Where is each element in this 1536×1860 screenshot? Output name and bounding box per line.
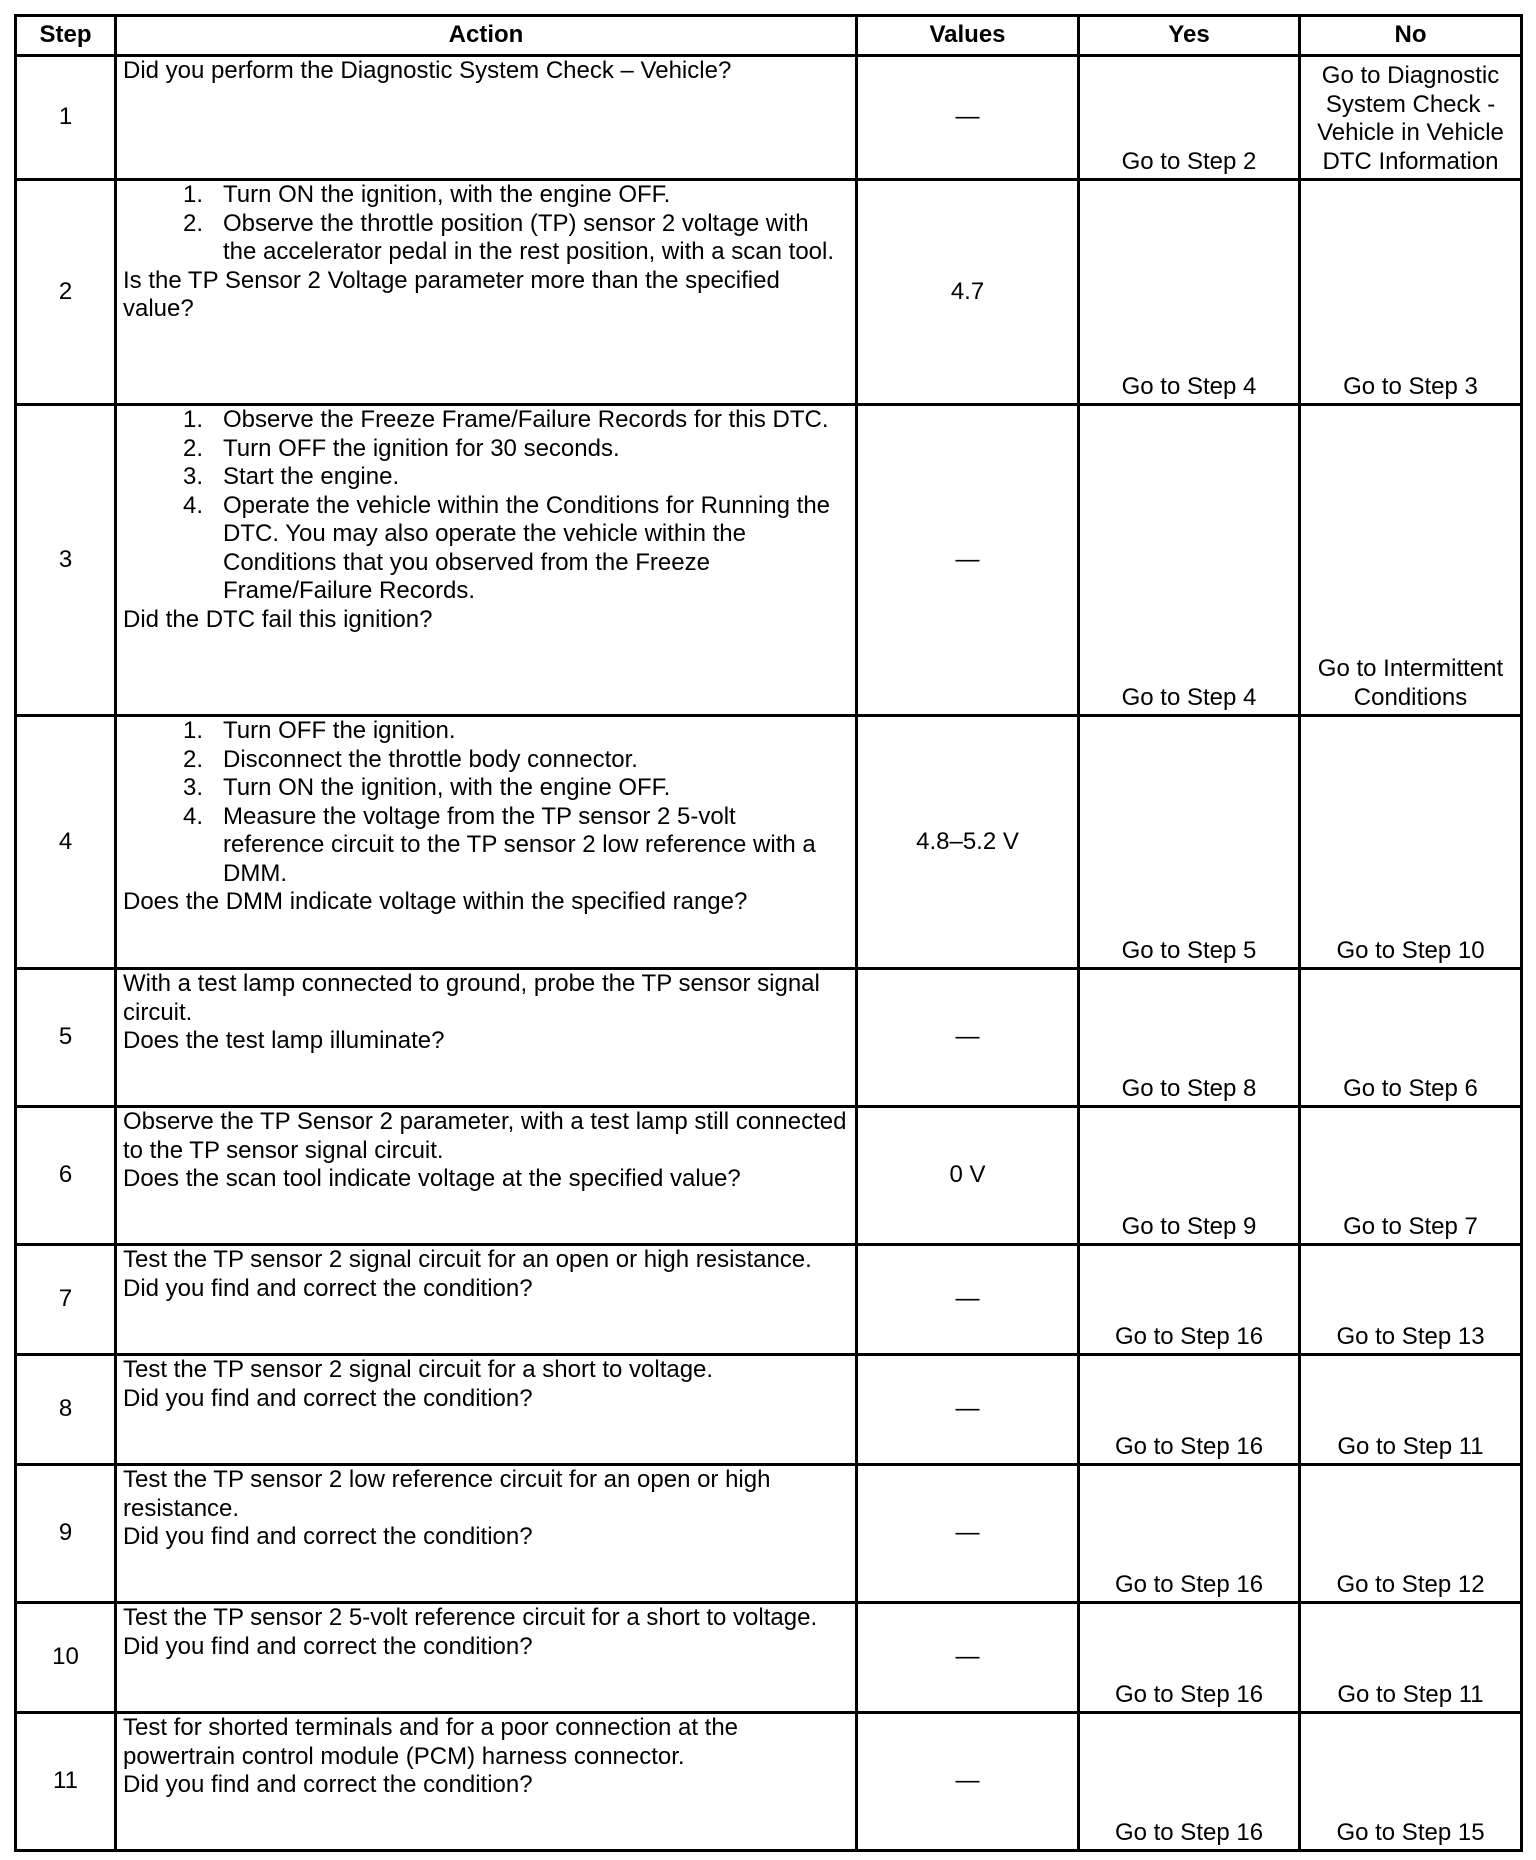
action-text: With a test lamp connected to ground, probe the TP sensor signal circuit. [123,970,820,1026]
action-text: Test the TP sensor 2 low reference circuit for an open or high resistance. [123,1466,771,1522]
yes-cell: Go to Step 8 [1080,970,1301,1108]
header-action: Action [117,17,858,57]
table-row [17,717,1523,970]
action-question: Did you find and correct the condition? [123,1523,533,1550]
no-cell: Go to Step 12 [1301,1466,1523,1604]
value-cell: — [858,970,1080,1108]
action-cell [117,181,858,406]
table-row [17,1356,1523,1466]
value-cell: — [858,1714,1080,1852]
action-cell [117,970,858,1108]
no-cell: Go to Step 3 [1301,181,1523,406]
table-row [17,1246,1523,1356]
action-cell [117,1246,858,1356]
value-cell: — [858,57,1080,181]
action-steps [123,717,851,888]
yes-cell: Go to Step 2 [1080,57,1301,181]
list-item: 3. Turn ON the ignition, with the engine OFF. [183,774,671,801]
step-number: 11 [17,1714,117,1852]
value-cell: 4.8–5.2 V [858,717,1080,970]
yes-cell: Go to Step 16 [1080,1714,1301,1852]
yes-cell: Go to Step 5 [1080,717,1301,970]
list-item: 4. Operate the vehicle within the Conditions for Running the DTC. You may also operate the vehicle within the Conditions that you observed from the Freeze Frame/Failure Records. [183,491,831,604]
action-cell [117,1714,858,1852]
no-cell: Go to Diagnostic System Check - Vehicle in Vehicle DTC Information [1301,57,1523,181]
header-no: No [1301,17,1523,57]
step-number: 9 [17,1466,117,1604]
value-cell: — [858,1356,1080,1466]
diagnostic-table [14,14,1523,1852]
yes-cell: Go to Step 16 [1080,1604,1301,1714]
yes-cell: Go to Step 16 [1080,1246,1301,1356]
step-number: 1 [17,57,117,181]
action-question: Did you find and correct the condition? [123,1632,533,1660]
action-text: Test the TP sensor 2 signal circuit for a short to voltage. [123,1356,714,1383]
action-question: Did you find and correct the condition? [123,1274,533,1302]
table-row [17,1108,1523,1246]
value-cell: — [858,1246,1080,1356]
list-item: 2. Turn OFF the ignition for 30 seconds. [183,434,620,462]
list-item: 3. Start the engine. [183,463,400,490]
no-cell: Go to Step 10 [1301,717,1523,970]
action-text: Test the TP sensor 2 signal circuit for an open or high resistance. [123,1246,812,1273]
header-values: Values [858,17,1080,57]
step-number: 2 [17,181,117,406]
action-text: Did you perform the Diagnostic System Check – Vehicle? [123,57,732,84]
step-number: 10 [17,1604,117,1714]
list-item: 1. Turn ON the ignition, with the engine OFF. [183,181,671,208]
action-cell [117,406,858,717]
table-row [17,1466,1523,1604]
yes-cell: Go to Step 4 [1080,406,1301,717]
action-cell [117,57,858,181]
table-row [17,406,1523,717]
no-cell: Go to Intermittent Conditions [1301,406,1523,717]
table-row [17,970,1523,1108]
value-cell: 4.7 [858,181,1080,406]
action-question: Did you find and correct the condition? [123,1384,533,1412]
value-cell: — [858,1466,1080,1604]
yes-cell: Go to Step 16 [1080,1466,1301,1604]
header-row [17,17,1523,57]
action-steps [123,406,851,606]
value-cell: 0 V [858,1108,1080,1246]
step-number: 6 [17,1108,117,1246]
action-question: Is the TP Sensor 2 Voltage parameter more than the specified value? [123,266,780,322]
action-text: Test for shorted terminals and for a poor connection at the powertrain control module (PCM) harness connector. [123,1714,739,1770]
no-cell: Go to Step 15 [1301,1714,1523,1852]
list-item: 2. Observe the throttle position (TP) sensor 2 voltage with the accelerator pedal in the rest position, with a scan tool. [183,209,835,265]
no-cell: Go to Step 7 [1301,1108,1523,1246]
action-text: Observe the TP Sensor 2 parameter, with a test lamp still connected to the TP sensor signal circuit. [123,1108,847,1164]
table-row [17,181,1523,406]
action-cell [117,1356,858,1466]
table-row [17,1714,1523,1852]
table-row [17,1604,1523,1714]
value-cell: — [858,1604,1080,1714]
action-cell [117,1604,858,1714]
action-text: Test the TP sensor 2 5-volt reference circuit for a short to voltage. [123,1604,818,1631]
step-number: 4 [17,717,117,970]
yes-cell: Go to Step 4 [1080,181,1301,406]
step-number: 7 [17,1246,117,1356]
action-cell [117,717,858,970]
action-steps [123,181,851,267]
list-item: 1. Observe the Freeze Frame/Failure Records for this DTC. [183,406,829,433]
no-cell: Go to Step 6 [1301,970,1523,1108]
action-question: Did the DTC fail this ignition? [123,605,433,633]
action-cell [117,1108,858,1246]
table-row [17,57,1523,181]
action-question: Does the test lamp illuminate? [123,1027,445,1054]
action-question: Did you find and correct the condition? [123,1771,533,1798]
list-item: 1. Turn OFF the ignition. [183,717,456,744]
action-question: Does the DMM indicate voltage within the specified range? [123,888,748,915]
step-number: 3 [17,406,117,717]
yes-cell: Go to Step 9 [1080,1108,1301,1246]
no-cell: Go to Step 13 [1301,1246,1523,1356]
value-cell: — [858,406,1080,717]
step-number: 8 [17,1356,117,1466]
list-item: 4. Measure the voltage from the TP sensor 2 5-volt reference circuit to the TP sensor 2 low reference with a DMM. [183,802,816,887]
yes-cell: Go to Step 16 [1080,1356,1301,1466]
list-item: 2. Disconnect the throttle body connector. [183,745,638,773]
header-yes: Yes [1080,17,1301,57]
no-cell: Go to Step 11 [1301,1356,1523,1466]
step-number: 5 [17,970,117,1108]
action-cell [117,1466,858,1604]
action-question: Does the scan tool indicate voltage at the specified value? [123,1165,741,1192]
no-cell: Go to Step 11 [1301,1604,1523,1714]
header-step: Step [17,17,117,57]
